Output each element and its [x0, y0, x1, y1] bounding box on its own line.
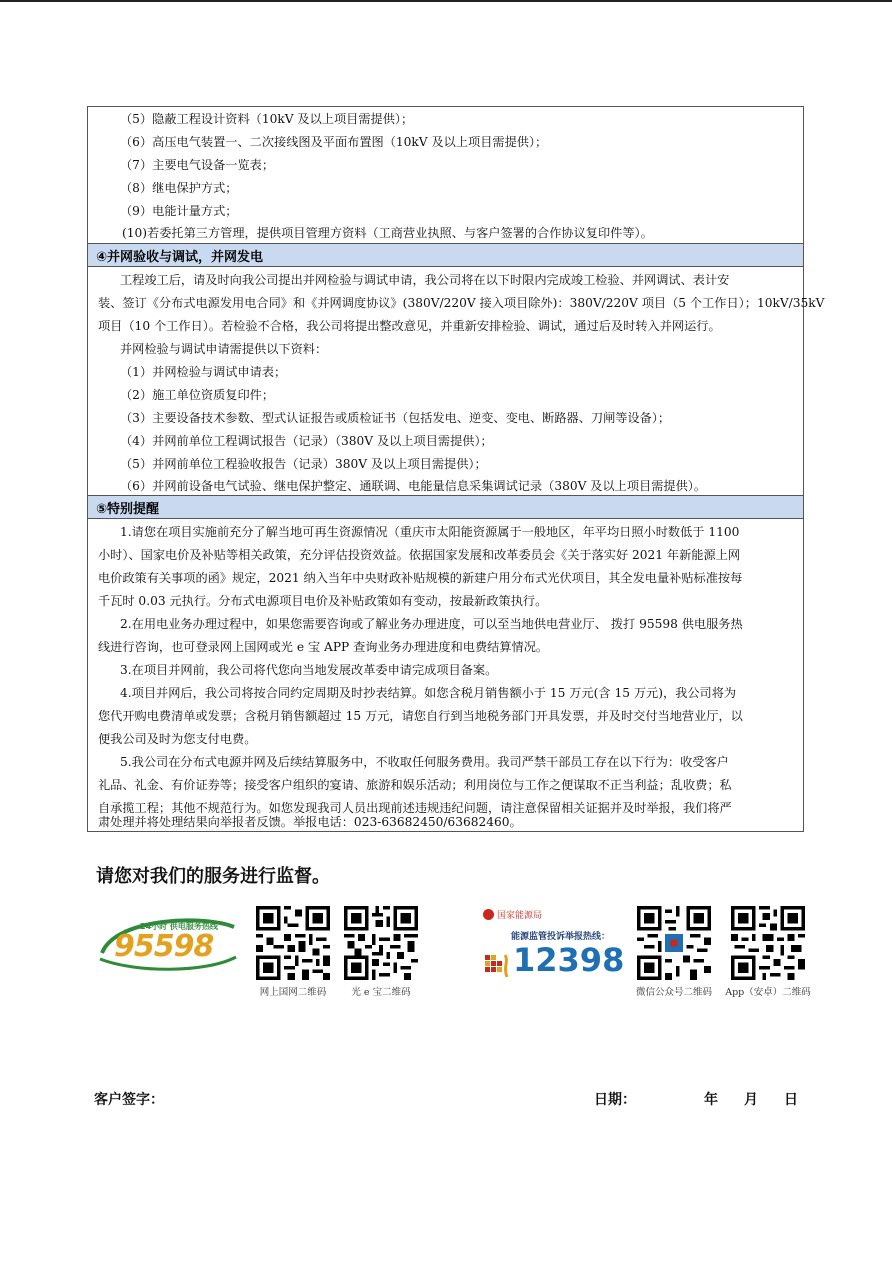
section4-para-line: 项目（10 个工作日）。若检验不合格，我公司将提出整改意见，并重新安排检验、调试，通过后及时转入并网运行。: [98, 319, 721, 333]
qr-code-guangebao: [344, 906, 418, 980]
materials-item: (10)若委托第三方管理，提供项目管理方资料（工商营业执照、与客户签署的合作协议复印件等）。: [122, 226, 653, 240]
section5-line: 自承揽工程；其他不规范行为。如您发现我司人员出现前述违规违纪问题，请注意保留相关证据并及时举报，我们将严: [98, 801, 732, 815]
customer-signature-label: 客户签字：: [94, 1092, 164, 1108]
section5-line: 礼品、礼金、有价证券等；接受客户组织的宴请、旅游和娱乐活动；利用岗位与工作之便谋取不正当利益；乱收费；私: [98, 778, 732, 792]
qr-code-icon: [256, 906, 330, 980]
qr-code-android-app: [731, 906, 805, 980]
date-label: 日期：: [594, 1092, 636, 1108]
section5-line: 2.在用电业务办理过程中，如果您需要咨询或了解业务办理进度，可以至当地供电营业厅、 拨打 95598 供电服务热: [120, 617, 743, 631]
qr-caption-android-app: App（安卓）二维码: [725, 987, 811, 998]
section5-line: 肃处理并将处理结果向举报者反馈。举报电话：023-63682450/63682460。: [98, 815, 522, 829]
section4-para-line: 工程竣工后，请及时向我公司提出并网检验与调试申请，我公司将在以下时限内完成竣工检验、并网调试、表计安: [120, 273, 730, 287]
logo-12398-grid-icon: [485, 951, 511, 981]
section4-item: （4）并网前单位工程调试报告（记录）（380V 及以上项目需提供）；: [120, 434, 493, 448]
nea-emblem-icon: [483, 909, 494, 920]
section4-intro: 并网检验与调试申请需提供以下资料：: [120, 342, 328, 356]
section5-line: 线进行咨询，也可登录网上国网或光 e 宝 APP 查询业务办理进度和电费结算情况。: [98, 640, 549, 654]
materials-item: （7）主要电气设备一览表；: [120, 158, 275, 172]
section5-heading: ⑤特别提醒: [96, 502, 160, 517]
logo-95598-tagline: 24小时 供电服务热线: [140, 922, 218, 931]
date-year-label: 年: [704, 1092, 718, 1108]
section5-line: 便我公司及时为您支付电费。: [98, 732, 257, 746]
logo-95598: [96, 913, 238, 975]
materials-item: （5）隐蔽工程设计资料（10kV 及以上项目需提供）；: [120, 112, 414, 126]
date-day-label: 日: [784, 1092, 798, 1108]
section4-item: （3）主要设备技术参数、型式认证报告或质检证书（包括发电、逆变、变电、断路器、刀闸等设备）；: [120, 411, 671, 425]
supervision-note: 请您对我们的服务进行监督。: [96, 866, 330, 887]
materials-item: （6）高压电气装置一、二次接线图及平面布置图（10kV 及以上项目需提供）；: [120, 135, 548, 149]
section4-item: （6）并网前设备电气试验、继电保护整定、通联调、电能量信息采集调试记录（380V 及以上项目需提供）。: [120, 479, 707, 493]
logo-12398: [483, 905, 623, 985]
logo-12398-agency: 国家能源局: [497, 911, 543, 921]
section4-item: （5）并网前单位工程验收报告（记录）380V 及以上项目需提供）；: [120, 457, 487, 471]
top-rule: [0, 0, 892, 2]
section4-header: [88, 243, 803, 267]
qr-code-wechat: [637, 906, 711, 980]
section5-line: 小时）、国家电价及补贴等相关政策，充分评估投资效益。依据国家发展和改革委员会《关于落实好 2021 年新能源上网: [98, 548, 741, 562]
logo-95598-number: 95598: [114, 929, 214, 964]
section4-item: （1）并网检验与调试申请表；: [120, 365, 287, 379]
section5-line: 4.项目并网后，我公司将按合同约定周期及时抄表结算。如您含税月销售额小于 15 万元(含 15 万元)，我公司将为: [120, 686, 737, 700]
section5-header: [88, 495, 803, 519]
qr-code-icon: [637, 906, 711, 980]
materials-item: （9）电能计量方式；: [120, 204, 238, 218]
qr-code-wangshangguowang: [256, 906, 330, 980]
logo-12398-number: 12398: [513, 941, 625, 979]
section5-line: 您代开购电费清单或发票；含税月销售额超过 15 万元，请您自行到当地税务部门开具发票，并及时交付当地营业厅，以: [98, 709, 743, 723]
section4-item: （2）施工单位资质复印件；: [120, 388, 275, 402]
section5-line: 1.请您在项目实施前充分了解当地可再生资源情况（重庆市太阳能资源属于一般地区，年平均日照小时数低于 1100: [120, 525, 740, 539]
section4-para-line: 装、签订《分布式电源发用电合同》和《并网调度协议》(380V/220V 接入项目除外)：380V/220V 项目（5 个工作日）；10kV/35kV: [98, 296, 825, 310]
qr-caption-guangebao: 光 e 宝二维码: [351, 987, 411, 998]
section4-heading: ④并网验收与调试，并网发电: [96, 250, 264, 265]
qr-caption-wangshangguowang: 网上国网二维码: [259, 987, 327, 998]
qr-caption-wechat: 微信公众号二维码: [635, 987, 712, 998]
qr-code-icon: [344, 906, 418, 980]
materials-item: （8）继电保护方式；: [120, 181, 238, 195]
notice-table: [87, 106, 825, 832]
section5-line: 千瓦时 0.03 元执行。分布式电源项目电价及补贴政策如有变动，按最新政策执行。: [98, 594, 548, 608]
section5-line: 5.我公司在分布式电源并网及后续结算服务中，不收取任何服务费用。我司严禁干部员工存在以下行为：收受客户: [120, 755, 729, 769]
section5-line: 电价政策有关事项的函》规定，2021 纳入当年中央财政补贴规模的新建户用分布式光伏项目，其全发电量补贴标准按每: [98, 571, 743, 585]
section5-line: 3.在项目并网前，我公司将代您向当地发展改革委申请完成项目备案。: [120, 663, 498, 677]
qr-code-icon: [731, 906, 805, 980]
logo-12398-tagline: 能源监管投诉举报热线：: [511, 932, 611, 942]
date-month-label: 月: [744, 1092, 758, 1108]
